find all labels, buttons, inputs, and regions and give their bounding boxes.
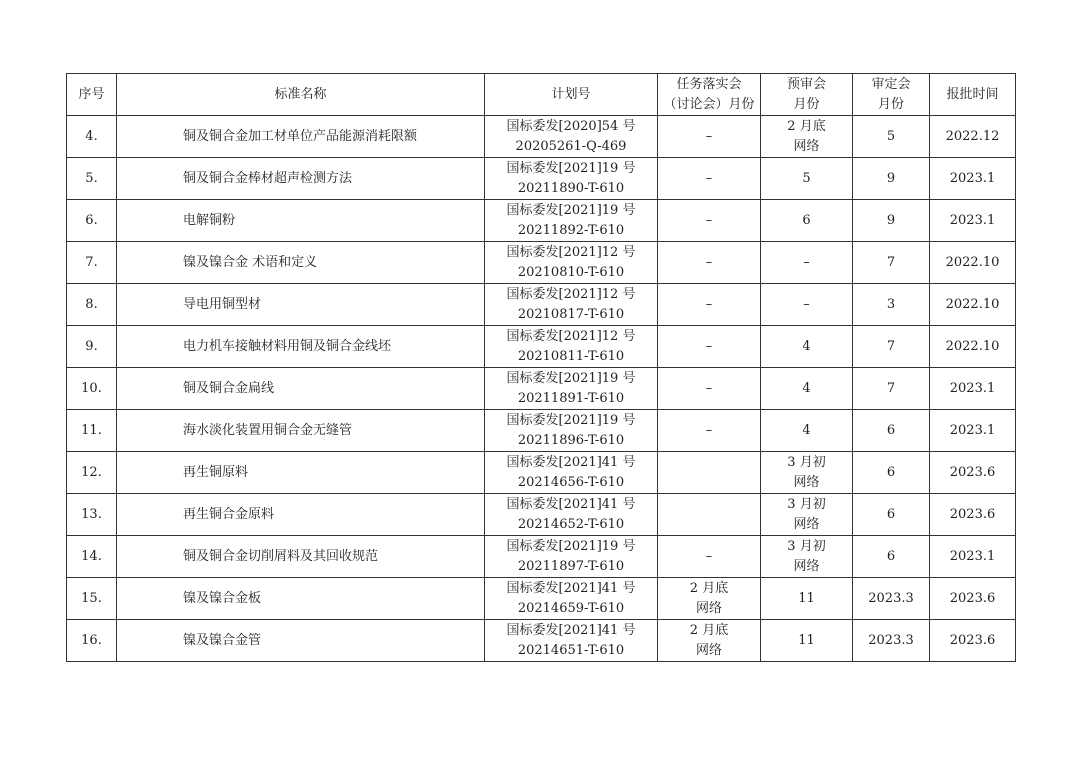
review-cell [761,452,853,494]
header-task-line: 任务落实会 [676,76,742,92]
plan-cell-line: 国标委发[2021]19 号 [506,370,636,386]
header-report: 报批时间 [930,74,1016,116]
review-cell [761,242,853,284]
seq-cell: 7. [67,242,117,284]
report-cell: 2023.1 [930,536,1016,578]
plan-cell [485,158,658,200]
plan-cell [485,494,658,536]
seq-cell: 9. [67,326,117,368]
plan-cell-line: 国标委发[2021]41 号 [506,580,636,596]
standards-schedule-table [66,73,1016,662]
final-cell: 7 [853,368,930,410]
seq-cell: 4. [67,116,117,158]
review-cell [761,116,853,158]
task-cell [658,242,761,284]
report-cell: 2022.10 [930,326,1016,368]
plan-cell-line: 国标委发[2021]19 号 [506,160,636,176]
task-cell-line: – [705,254,713,270]
task-cell-line: – [705,170,713,186]
task-cell-line: 2 月底 [689,580,729,596]
task-cell [658,326,761,368]
plan-cell [485,242,658,284]
table-row [67,620,1016,662]
task-cell-line: 2 月底 [689,622,729,638]
report-cell: 2022.10 [930,242,1016,284]
review-cell [761,494,853,536]
table-row [67,326,1016,368]
task-cell [658,452,761,494]
seq-cell: 5. [67,158,117,200]
final-cell: 2023.3 [853,578,930,620]
plan-cell [485,452,658,494]
review-cell-line: 11 [798,632,815,648]
plan-cell-line: 20214652-T-610 [517,516,625,532]
seq-cell: 16. [67,620,117,662]
review-cell-line: 6 [802,212,811,228]
task-cell-line: – [705,128,713,144]
plan-cell-line: 20214659-T-610 [517,600,625,616]
review-cell-line: 2 月底 [787,118,826,134]
name-cell: 电力机车接触材料用铜及铜合金线坯 [117,326,485,368]
plan-cell-line: 国标委发[2021]12 号 [506,244,636,260]
plan-cell-line: 20210810-T-610 [517,264,625,280]
review-cell-line: – [803,296,810,312]
header-review-line: 月份 [793,96,820,112]
review-cell [761,284,853,326]
name-cell: 镍及镍合金 术语和定义 [117,242,485,284]
task-cell [658,494,761,536]
review-cell [761,368,853,410]
task-cell [658,368,761,410]
plan-cell-line: 20211890-T-610 [517,180,625,196]
table-row [67,200,1016,242]
table-row [67,284,1016,326]
plan-cell-line: 国标委发[2021]19 号 [506,202,636,218]
review-cell [761,620,853,662]
name-cell: 再生铜原料 [117,452,485,494]
task-cell [658,158,761,200]
header-final-line: 月份 [877,96,904,112]
task-cell-line: 网络 [695,600,722,616]
plan-cell-line: 国标委发[2021]19 号 [506,538,636,554]
name-cell: 镍及镍合金板 [117,578,485,620]
plan-cell-line: 国标委发[2021]41 号 [506,454,636,470]
report-cell: 2023.6 [930,578,1016,620]
review-cell [761,158,853,200]
header-task-line: （讨论会）月份 [663,96,755,112]
plan-cell-line: 20210817-T-610 [517,306,625,322]
plan-cell [485,284,658,326]
plan-cell-line: 20214656-T-610 [517,474,625,490]
table-row [67,158,1016,200]
table-row [67,368,1016,410]
seq-cell: 12. [67,452,117,494]
name-cell: 导电用铜型材 [117,284,485,326]
header-row [67,74,1016,116]
final-cell: 5 [853,116,930,158]
final-cell: 7 [853,326,930,368]
review-cell-line: 网络 [793,558,820,574]
review-cell-line: 4 [802,338,811,354]
plan-cell [485,578,658,620]
header-review-line: 预审会 [786,76,826,92]
plan-cell [485,536,658,578]
name-cell: 镍及镍合金管 [117,620,485,662]
review-cell-line: 5 [802,170,811,186]
table-row [67,536,1016,578]
plan-cell-line: 20210811-T-610 [517,348,625,364]
name-cell: 海水淡化装置用铜合金无缝管 [117,410,485,452]
name-cell: 电解铜粉 [117,200,485,242]
task-cell-line: – [705,212,713,228]
plan-cell [485,368,658,410]
task-cell-line: – [705,338,713,354]
seq-cell: 8. [67,284,117,326]
review-cell-line: 网络 [793,138,820,154]
review-cell-line: 4 [802,422,811,438]
task-cell [658,410,761,452]
header-plan: 计划号 [485,74,658,116]
final-cell: 3 [853,284,930,326]
review-cell [761,410,853,452]
name-cell: 铜及铜合金切削屑料及其回收规范 [117,536,485,578]
final-cell: 9 [853,200,930,242]
name-cell: 再生铜合金原料 [117,494,485,536]
task-cell [658,620,761,662]
review-cell-line: 3 月初 [787,454,826,470]
final-cell: 9 [853,158,930,200]
review-cell-line: 3 月初 [787,496,826,512]
seq-cell: 11. [67,410,117,452]
table-body [67,116,1016,662]
report-cell: 2023.1 [930,200,1016,242]
header-final-line: 审定会 [871,76,911,92]
plan-cell-line: 国标委发[2021]41 号 [506,622,636,638]
task-cell-line: 网络 [695,642,722,658]
plan-cell [485,116,658,158]
plan-cell [485,200,658,242]
seq-cell: 6. [67,200,117,242]
review-cell-line: 3 月初 [787,538,826,554]
plan-cell-line: 20214651-T-610 [517,642,625,658]
seq-cell: 15. [67,578,117,620]
standards-schedule-table-wrap [66,73,1016,662]
report-cell: 2023.6 [930,452,1016,494]
final-cell: 6 [853,410,930,452]
plan-cell-line: 国标委发[2021]41 号 [506,496,636,512]
report-cell: 2023.1 [930,158,1016,200]
review-cell [761,200,853,242]
report-cell: 2023.1 [930,410,1016,452]
final-cell: 6 [853,536,930,578]
task-cell [658,578,761,620]
task-cell [658,536,761,578]
review-cell [761,326,853,368]
report-cell: 2023.6 [930,494,1016,536]
plan-cell-line: 国标委发[2021]12 号 [506,286,636,302]
table-row [67,410,1016,452]
final-cell: 2023.3 [853,620,930,662]
report-cell: 2023.6 [930,620,1016,662]
review-cell [761,536,853,578]
header-task [658,74,761,116]
table-row [67,452,1016,494]
name-cell: 铜及铜合金扁线 [117,368,485,410]
seq-cell: 14. [67,536,117,578]
final-cell: 7 [853,242,930,284]
plan-cell-line: 20211896-T-610 [517,432,625,448]
plan-cell-line: 20205261-Q-469 [515,138,627,154]
name-cell: 铜及铜合金棒材超声检测方法 [117,158,485,200]
review-cell [761,578,853,620]
review-cell-line: 网络 [793,474,820,490]
table-row [67,494,1016,536]
plan-cell-line: 国标委发[2020]54 号 [506,118,636,134]
plan-cell [485,410,658,452]
plan-cell-line: 20211892-T-610 [517,222,625,238]
plan-cell-line: 国标委发[2021]19 号 [506,412,636,428]
table-row [67,116,1016,158]
name-cell: 铜及铜合金加工材单位产品能源消耗限额 [117,116,485,158]
plan-cell [485,620,658,662]
header-seq: 序号 [67,74,117,116]
plan-cell-line: 20211891-T-610 [517,390,625,406]
header-review [761,74,853,116]
report-cell: 2023.1 [930,368,1016,410]
task-cell [658,116,761,158]
task-cell [658,200,761,242]
task-cell-line: – [705,296,713,312]
seq-cell: 13. [67,494,117,536]
table-row [67,578,1016,620]
review-cell-line: 4 [802,380,811,396]
header-final [853,74,930,116]
final-cell: 6 [853,452,930,494]
task-cell-line: – [705,548,713,564]
table-row [67,242,1016,284]
report-cell: 2022.10 [930,284,1016,326]
final-cell: 6 [853,494,930,536]
plan-cell-line: 国标委发[2021]12 号 [506,328,636,344]
seq-cell: 10. [67,368,117,410]
header-name: 标准名称 [117,74,485,116]
task-cell [658,284,761,326]
task-cell-line: – [705,380,713,396]
task-cell-line: – [705,422,713,438]
review-cell-line: 11 [798,590,815,606]
review-cell-line: – [803,254,810,270]
plan-cell-line: 20211897-T-610 [517,558,625,574]
plan-cell [485,326,658,368]
review-cell-line: 网络 [793,516,820,532]
report-cell: 2022.12 [930,116,1016,158]
